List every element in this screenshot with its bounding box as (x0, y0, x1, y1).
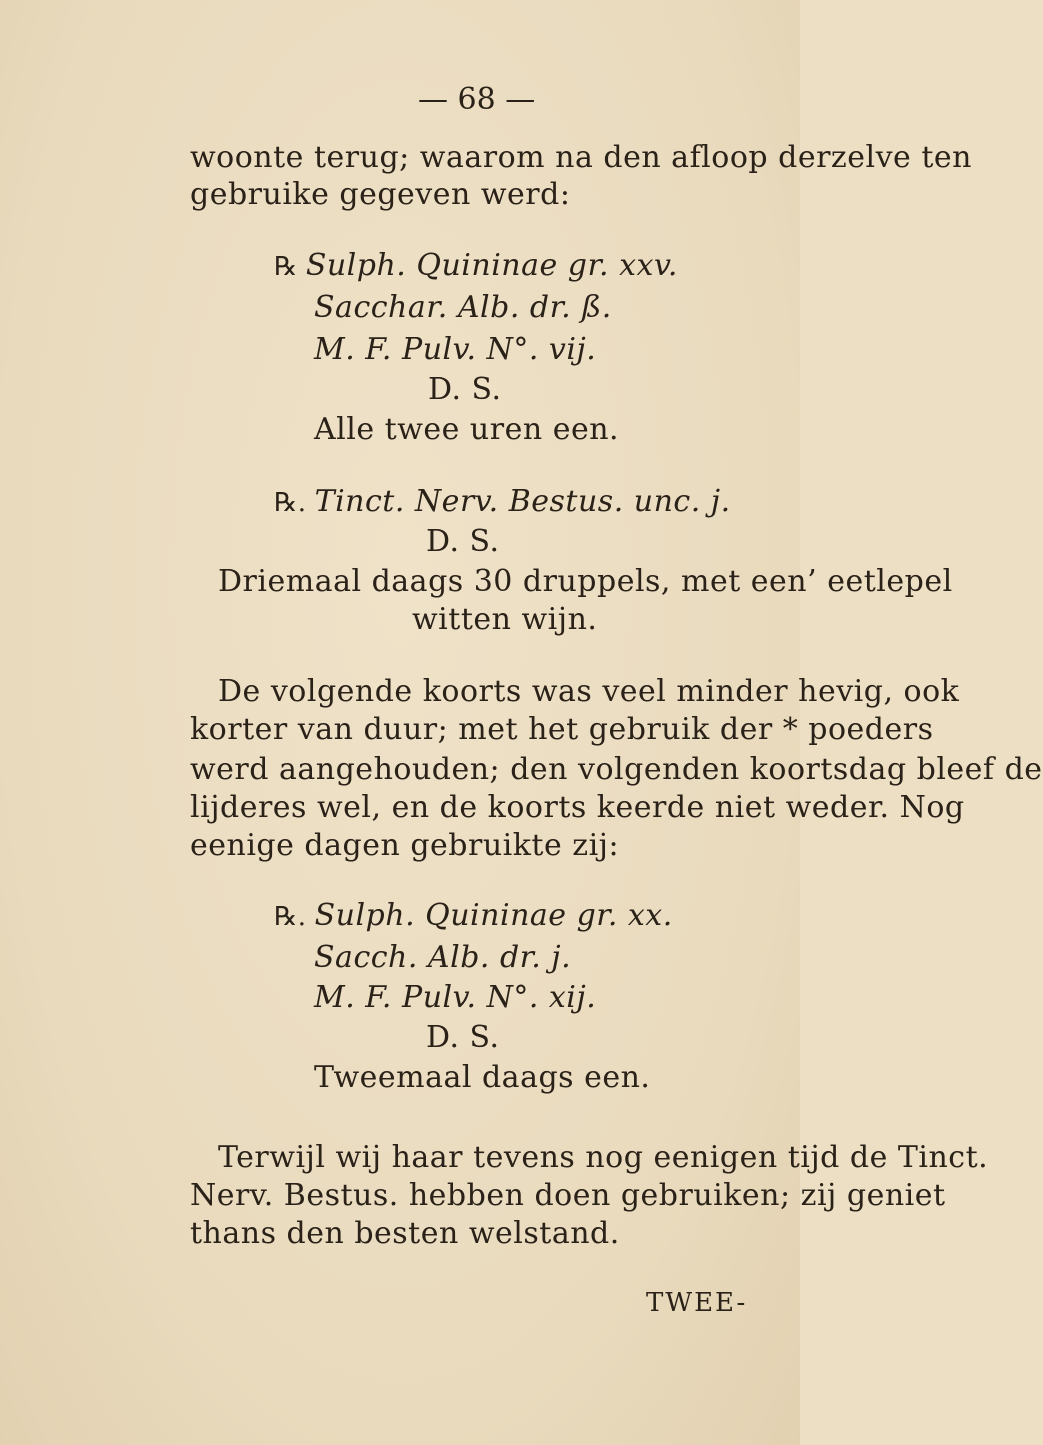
paragraph-2-line-1: De volgende koorts was veel minder hevig, ook (218, 674, 960, 709)
prescription-1-ingredient-1: Sulph. Quininae gr. xxv. (305, 248, 678, 283)
prescription-1-directions: Alle twee uren een. (314, 412, 620, 447)
paragraph-3-line-3: thans den besten welstand. (190, 1216, 620, 1251)
prescription-1-line-1 (274, 248, 678, 283)
prescription-2-directions: Driemaal daags 30 druppels, met een’ eetlepel (218, 564, 953, 599)
prescription-2-ingredient: Tinct. Nerv. Bestus. unc. j. (314, 484, 731, 519)
recipe-symbol: ℞ (274, 252, 298, 282)
prescription-2-signa: D. S. (426, 524, 500, 559)
paragraph-2-line-3: werd aangehouden; den volgenden koortsdag bleef de (190, 752, 1043, 787)
prescription-3-line-1 (274, 898, 673, 933)
prescription-3-directions: Tweemaal daags een. (314, 1060, 651, 1095)
prescription-3-line-3: M. F. Pulv. N°. xij. (314, 980, 597, 1015)
paragraph-2-line-4: lijderes wel, en de koorts keerde niet weder. Nog (190, 790, 965, 825)
recipe-symbol: ℞. (274, 488, 307, 518)
prescription-1-signa: D. S. (428, 372, 502, 407)
paragraph-2-line-2: korter van duur; met het gebruik der * poeders (190, 712, 934, 747)
paragraph-2-line-5: eenige dagen gebruikte zij: (190, 828, 620, 863)
prescription-2-line-1 (274, 484, 731, 519)
prescription-1-line-2: Sacchar. Alb. dr. ß. (314, 290, 612, 325)
recipe-symbol: ℞. (274, 902, 307, 932)
catchword: TWEE- (646, 1288, 748, 1318)
prescription-1-line-3: M. F. Pulv. N°. vij. (314, 332, 597, 367)
prescription-3-line-2: Sacch. Alb. dr. j. (314, 940, 572, 975)
prescription-2-directions-cont: witten wijn. (412, 602, 598, 637)
paragraph-1-line-1: woonte terug; waarom na den afloop derzelve ten (190, 140, 972, 175)
paragraph-3-line-1: Terwijl wij haar tevens nog eenigen tijd de Tinct. (218, 1140, 989, 1175)
prescription-3-ingredient-1: Sulph. Quininae gr. xx. (314, 898, 673, 933)
paragraph-1-line-2: gebruike gegeven werd: (190, 177, 571, 212)
paragraph-3-line-2: Nerv. Bestus. hebben doen gebruiken; zij geniet (190, 1178, 946, 1213)
page-number: — 68 — (418, 82, 536, 117)
prescription-3-signa: D. S. (426, 1020, 500, 1055)
